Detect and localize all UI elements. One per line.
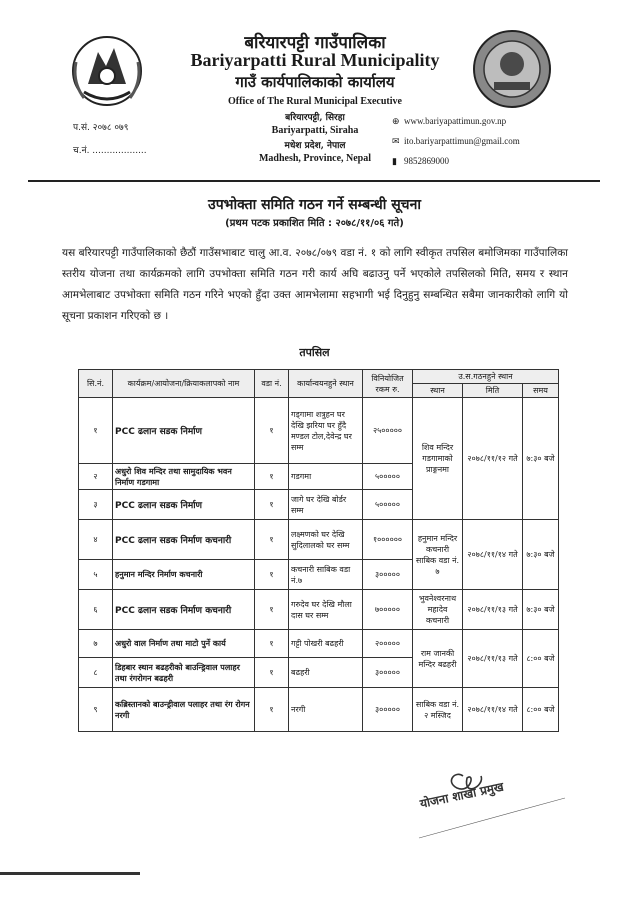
- cell-location: गड्गामा शत्रुहन घर देखि झरिया घर हुँदै मण्डल टोल,देवेन्द्र घर सम्म: [289, 398, 363, 464]
- table-row: [79, 688, 559, 732]
- notice-subtitle: (प्रथम पटक प्रकाशित मिति : २०७८/११/०६ गते): [225, 218, 404, 229]
- cell-time: ७:३० बजे: [523, 520, 559, 590]
- province-np: मधेश प्रदेश, नेपाल: [284, 141, 346, 151]
- schedule-table: [78, 369, 559, 732]
- cell-place: साबिक वडा नं. २ मस्जिद: [413, 688, 463, 732]
- table-row: [79, 398, 559, 464]
- cell-time: ८:०० बजे: [523, 630, 559, 688]
- cell-name: PCC ढलान सडक निर्माण: [113, 490, 255, 520]
- table-row: [79, 520, 559, 560]
- cell-location: गडगमा: [289, 464, 363, 490]
- cell-ward: १: [255, 520, 289, 560]
- header-divider: [28, 180, 600, 182]
- cell-name: अधुरो वाल निर्माण तथा माटो पुर्ने कार्य: [113, 630, 255, 658]
- table-header-row: [79, 370, 559, 384]
- globe-icon: ⊕: [392, 116, 400, 126]
- cell-date: २०७८/११/१४ गते: [463, 520, 523, 590]
- cell-budget: ७०००००: [363, 590, 413, 630]
- table-row: [79, 630, 559, 658]
- mail-icon: ✉: [392, 136, 400, 146]
- email-line: [392, 136, 520, 147]
- signature-stamp: [415, 768, 575, 848]
- phone-icon: ▮: [392, 156, 397, 166]
- office-name-en: Office of The Rural Municipal Executive: [228, 96, 402, 107]
- office-name-np: गाउँ कार्यपालिकाको कार्यालय: [235, 73, 395, 91]
- cell-sn: ३: [79, 490, 113, 520]
- province-en: Madhesh, Province, Nepal: [258, 153, 372, 164]
- notice-body: यस बरियारपट्टी गाउँपालिकाको छैठौं गाउँसभाबाट चालु आ.व. २०७८/०७९ वडा नं. १ को लागि स्वीकृत तपसिल बमोजिमका गाउँपालिका स्तरीय योजना तथा कार्यक्रमको लागि उपभोक्ता समिति गठन गरी कार्य अघि बढाउनु पर्ने भएकोले तपसिलको मिति, समय र स्थान आमभेलाबाट उपभोक्ता समिति गठन गरिने भएको हुँदा उक्त आमभेलामा सहभागी भई दिनुहुनु सम्बन्धित सबैमा जानकारीको लागि यो सूचना प्रकाशन गरिएको छ ।: [62, 247, 568, 322]
- cell-name: कब्रिस्तानको बाउन्ड्रीवाल पलाहर तथा रंग रोगन नरगी: [113, 688, 255, 732]
- cell-sn: ४: [79, 520, 113, 560]
- cell-sn: २: [79, 464, 113, 490]
- cell-time: ८:०० बजे: [523, 688, 559, 732]
- col-ward: वडा नं.: [255, 370, 289, 398]
- col-name: कार्यक्रम/आयोजना/क्रियाकलापको नाम: [113, 370, 255, 398]
- cell-location: जागे घर देखि बोर्डर सम्म: [289, 490, 363, 520]
- cell-budget: ५०००००: [363, 490, 413, 520]
- municipality-logo-icon: [472, 26, 552, 112]
- cell-ward: १: [255, 658, 289, 688]
- col-date: मिति: [463, 384, 523, 398]
- municipality-name-en: Bariyarpatti Rural Municipality: [190, 50, 440, 70]
- cell-ward: १: [255, 590, 289, 630]
- cell-sn: ७: [79, 630, 113, 658]
- cell-place: हनुमान मन्दिर कचनारी साबिक वडा नं. ७: [413, 520, 463, 590]
- cell-budget: १००००००: [363, 520, 413, 560]
- cell-location: गरुदेव घर देखि मौला दास घर सम्म: [289, 590, 363, 630]
- cell-location: लक्ष्मणको घर देखि सुदिलालको घर सम्म: [289, 520, 363, 560]
- cell-budget: २०००००: [363, 630, 413, 658]
- col-sn: सि.नं.: [79, 370, 113, 398]
- cell-place: शिव मन्दिर गडगामाको प्राङ्गनमा: [413, 398, 463, 520]
- cell-name: हनुमान मन्दिर निर्माण कचनारी: [113, 560, 255, 590]
- website-line: [392, 116, 506, 127]
- cell-budget: २५०००००: [363, 398, 413, 464]
- cell-date: २०७८/११/१३ गते: [463, 630, 523, 688]
- cell-location: गट्टी पोखरी बढहरी: [289, 630, 363, 658]
- phone-line: [392, 156, 449, 167]
- cell-name: PCC ढलान सडक निर्माण कचनारी: [113, 520, 255, 560]
- phone: 9852869000: [404, 156, 449, 166]
- address-en: Bariyarpatti, Siraha: [271, 125, 359, 136]
- cell-time: ७:३० बजे: [523, 398, 559, 520]
- cell-place: राम जानकी मन्दिर बढहरी: [413, 630, 463, 688]
- cell-sn: १: [79, 398, 113, 464]
- cell-location: बढहरी: [289, 658, 363, 688]
- col-budget: विनियोजित रकम रु.: [363, 370, 413, 398]
- cell-location: नरगी: [289, 688, 363, 732]
- municipality-name-np: बरियारपट्टी गाउँपालिका: [244, 33, 386, 53]
- cell-ward: १: [255, 464, 289, 490]
- cell-budget: ३०००००: [363, 560, 413, 590]
- cell-location: कचनारी साबिक वडा नं.७: [289, 560, 363, 590]
- nepal-emblem-icon: [66, 32, 148, 110]
- cell-ward: १: [255, 630, 289, 658]
- cell-name: अधुरो शिव मन्दिर तथा सामुदायिक भवन निर्माण गडगामा: [113, 464, 255, 490]
- cell-budget: ३०००००: [363, 658, 413, 688]
- cell-name: PCC ढलान सडक निर्माण: [113, 398, 255, 464]
- dispatch-number: च.नं. ...................: [73, 146, 147, 156]
- cell-ward: १: [255, 688, 289, 732]
- ref-number: प.सं. २०७८ ०७९: [73, 123, 129, 133]
- cell-sn: ५: [79, 560, 113, 590]
- col-location: कार्यान्वयनहुने स्थान: [289, 370, 363, 398]
- cell-ward: १: [255, 398, 289, 464]
- cell-ward: १: [255, 490, 289, 520]
- col-group: उ.स.गठनहुने स्थान: [413, 370, 559, 384]
- schedule-heading: तपसिल: [299, 346, 330, 359]
- cell-name: PCC ढलान सडक निर्माण कचनारी: [113, 590, 255, 630]
- address-np: बरियारपट्टी, सिरहा: [285, 113, 345, 123]
- website[interactable]: www.bariyapattimun.gov.np: [404, 116, 507, 126]
- cell-sn: ९: [79, 688, 113, 732]
- scan-edge-line: [0, 872, 140, 875]
- email[interactable]: ito.bariyarpattimun@gmail.com: [404, 136, 520, 146]
- col-time: समय: [523, 384, 559, 398]
- notice-title: उपभोक्ता समिति गठन गर्ने सम्बन्धी सूचना: [208, 197, 421, 213]
- cell-sn: ६: [79, 590, 113, 630]
- table-row: [79, 590, 559, 630]
- signature-text: योजना शाखा प्रमुख: [418, 779, 505, 811]
- cell-date: २०७८/११/१३ गते: [463, 590, 523, 630]
- cell-ward: १: [255, 560, 289, 590]
- cell-budget: ५०००००: [363, 464, 413, 490]
- cell-date: २०७८/११/१२ गते: [463, 398, 523, 520]
- cell-time: ७:३० बजे: [523, 590, 559, 630]
- cell-sn: ८: [79, 658, 113, 688]
- cell-name: डिहबार स्थान बढहरीको बाउन्ड्रिवाल पलाहर तथा रंगरोगन बढहरी: [113, 658, 255, 688]
- col-place: स्थान: [413, 384, 463, 398]
- cell-date: २०७८/११/१४ गते: [463, 688, 523, 732]
- cell-budget: ३०००००: [363, 688, 413, 732]
- cell-place: भुवनेश्वरनाथ महादेव कचनारी: [413, 590, 463, 630]
